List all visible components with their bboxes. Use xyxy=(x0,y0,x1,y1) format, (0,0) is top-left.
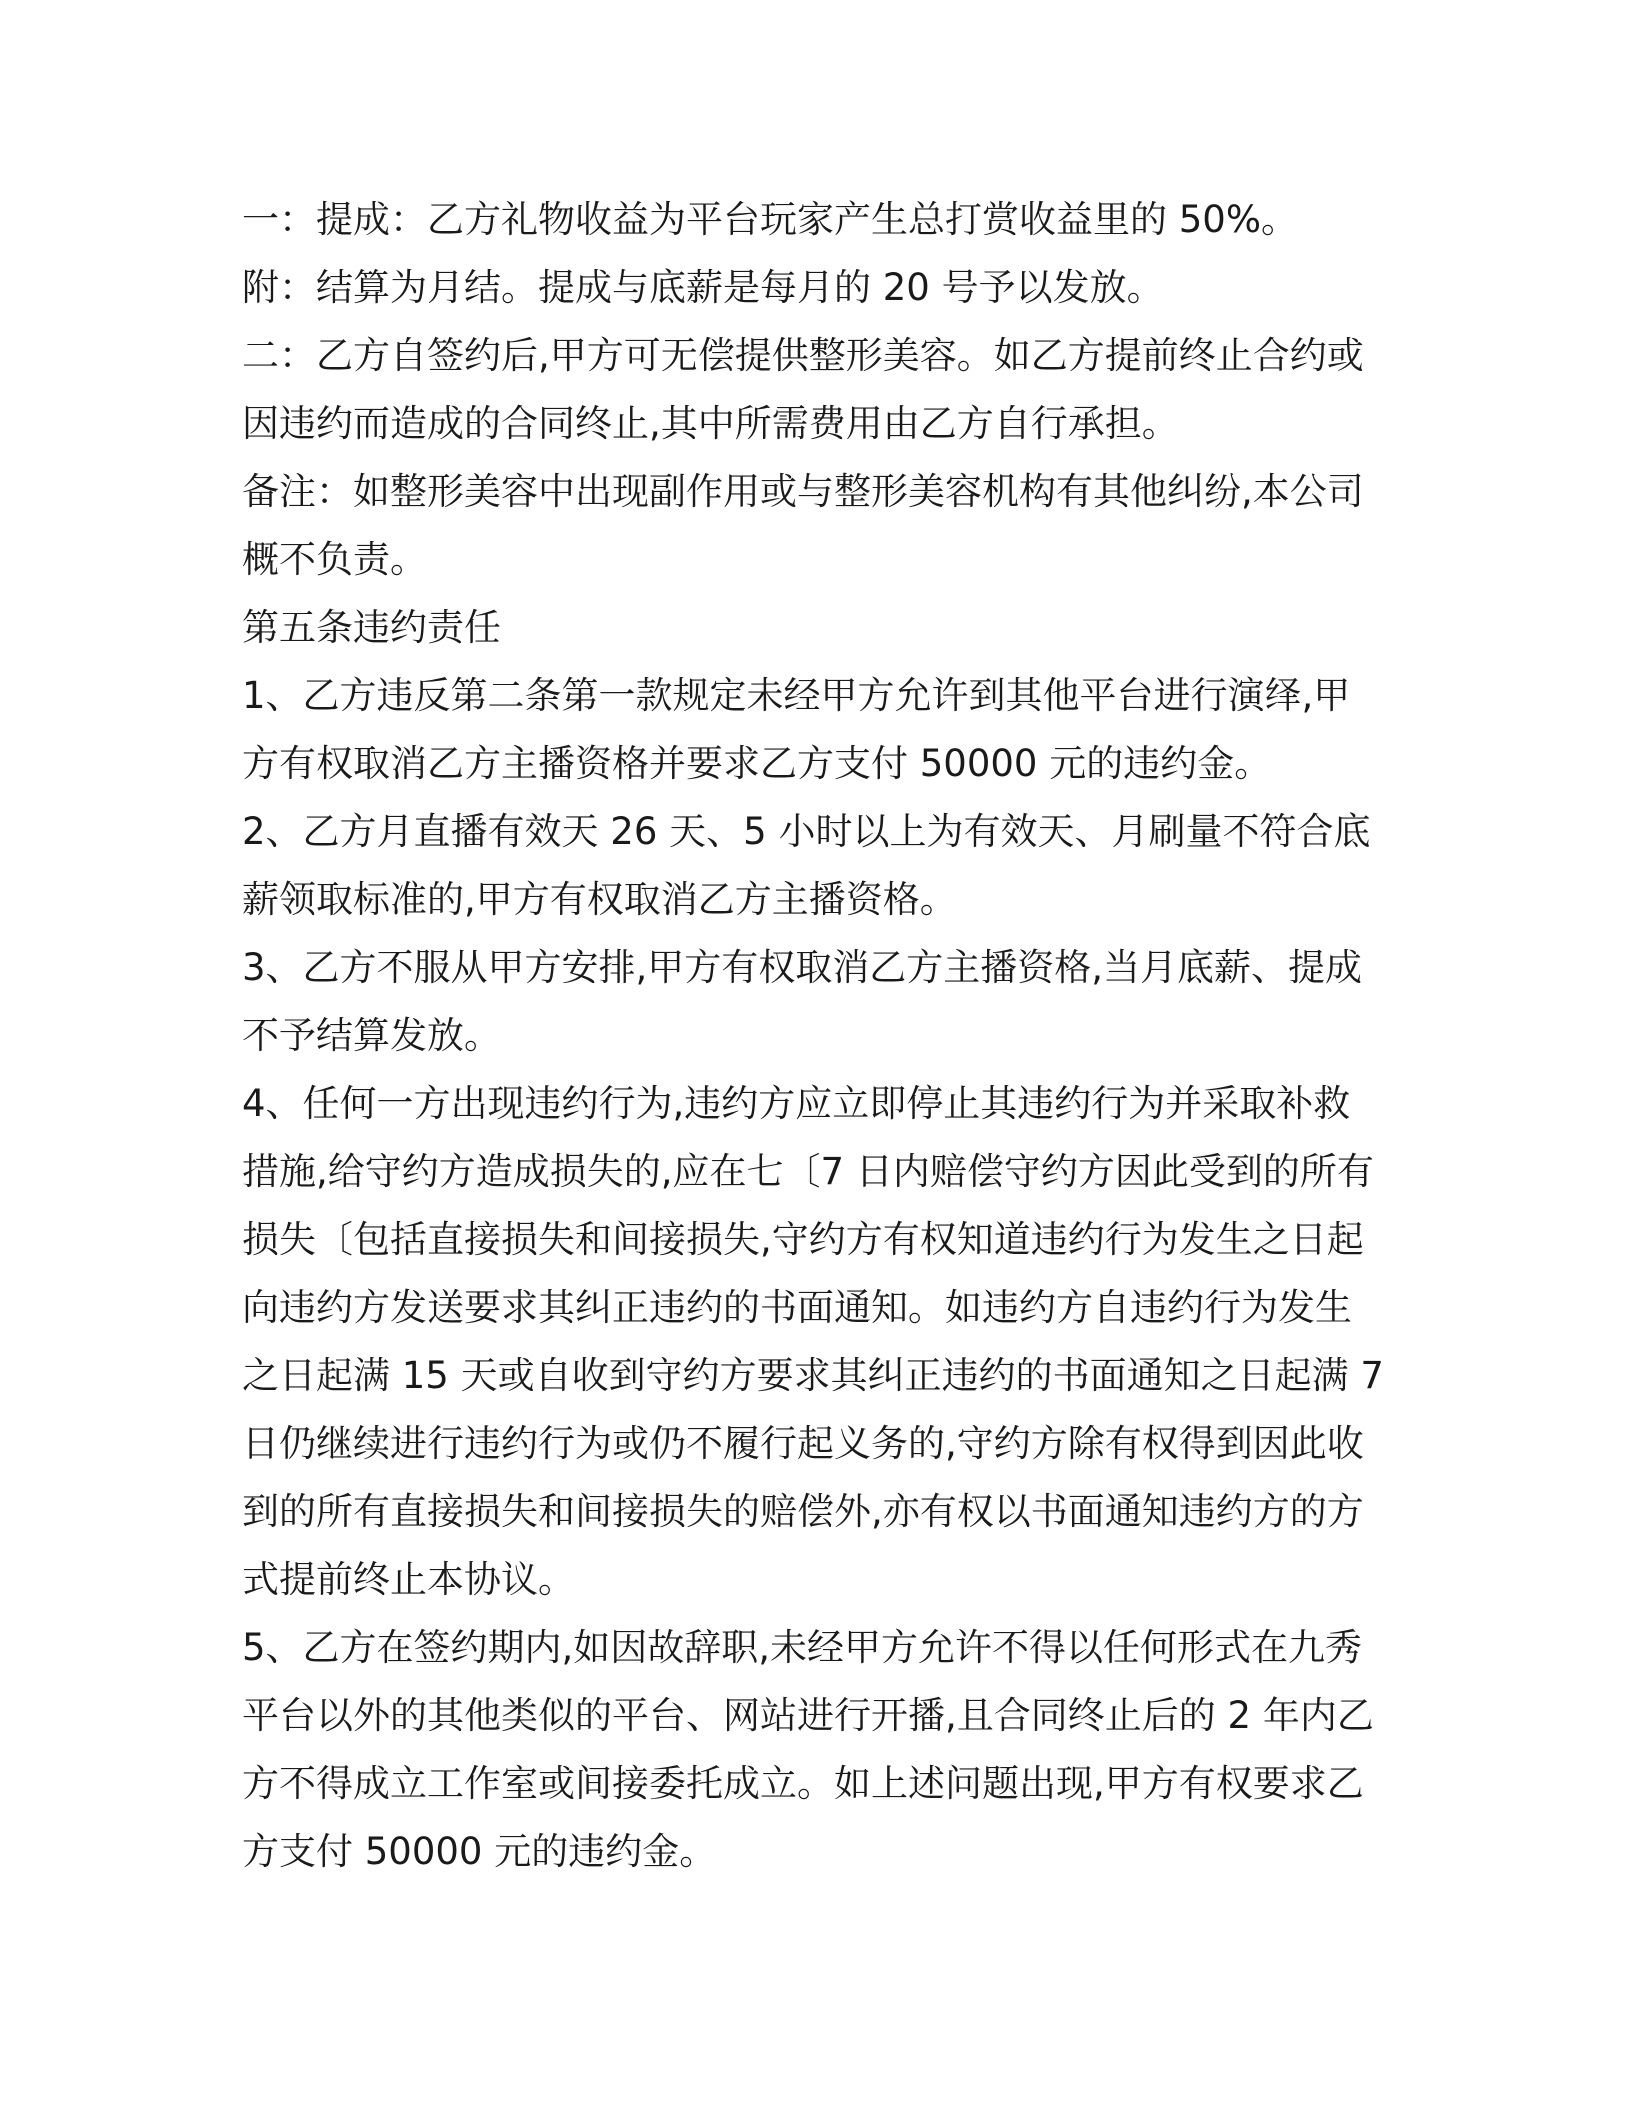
text-line: 备注：如整形美容中出现副作用或与整形美容机构有其他纠纷,本公司 xyxy=(242,470,1364,513)
text-line: 方不得成立工作室或间接委托成立。如上述问题出现,甲方有权要求乙 xyxy=(242,1762,1364,1805)
text-line: 损失〔包括直接损失和间接损失,守约方有权知道违约行为发生之日起 xyxy=(242,1218,1364,1261)
text-line: 方有权取消乙方主播资格并要求乙方支付 50000 元的违约金。 xyxy=(242,742,1272,785)
text-line: 不予结算发放。 xyxy=(242,1014,501,1057)
text-line: 附：结算为月结。提成与底薪是每月的 20 号予以发放。 xyxy=(242,266,1164,309)
text-line: 措施,给守约方造成损失的,应在七〔7 日内赔偿守约方因此受到的所有 xyxy=(242,1150,1374,1193)
text-line: 日仍继续进行违约行为或仍不履行起义务的,守约方除有权得到因此收 xyxy=(242,1422,1364,1465)
text-line: 3、乙方不服从甲方安排,甲方有权取消乙方主播资格,当月底薪、提成 xyxy=(242,946,1363,989)
section-heading: 第五条违约责任 xyxy=(242,606,501,649)
document-body xyxy=(242,186,1392,1886)
text-line: 平台以外的其他类似的平台、网站进行开播,且合同终止后的 2 年内乙 xyxy=(242,1694,1374,1737)
text-line: 之日起满 15 天或自收到守约方要求其纠正违约的书面通知之日起满 7 xyxy=(242,1354,1384,1397)
text-line: 4、任何一方出现违约行为,违约方应立即停止其违约行为并采取补救 xyxy=(242,1082,1351,1125)
text-line: 1、乙方违反第二条第一款规定未经甲方允许到其他平台进行演绎,甲 xyxy=(242,674,1351,717)
text-line: 方支付 50000 元的违约金。 xyxy=(242,1830,717,1873)
text-line: 薪领取标准的,甲方有权取消乙方主播资格。 xyxy=(242,878,957,921)
text-line: 向违约方发送要求其纠正违约的书面通知。如违约方自违约行为发生 xyxy=(242,1286,1352,1329)
text-line: 概不负责。 xyxy=(242,538,427,581)
text-line: 二：乙方自签约后,甲方可无偿提供整形美容。如乙方提前终止合约或 xyxy=(242,334,1364,377)
text-line: 式提前终止本协议。 xyxy=(242,1558,575,1601)
text-line: 一：提成：乙方礼物收益为平台玩家产生总打赏收益里的 50%。 xyxy=(242,198,1298,241)
text-line: 5、乙方在签约期内,如因故辞职,未经甲方允许不得以任何形式在九秀 xyxy=(242,1626,1363,1669)
text-line: 2、乙方月直播有效天 26 天、5 小时以上为有效天、月刷量不符合底 xyxy=(242,810,1371,853)
text-line: 因违约而造成的合同终止,其中所需费用由乙方自行承担。 xyxy=(242,402,1179,445)
text-line: 到的所有直接损失和间接损失的赔偿外,亦有权以书面通知违约方的方 xyxy=(242,1490,1364,1533)
